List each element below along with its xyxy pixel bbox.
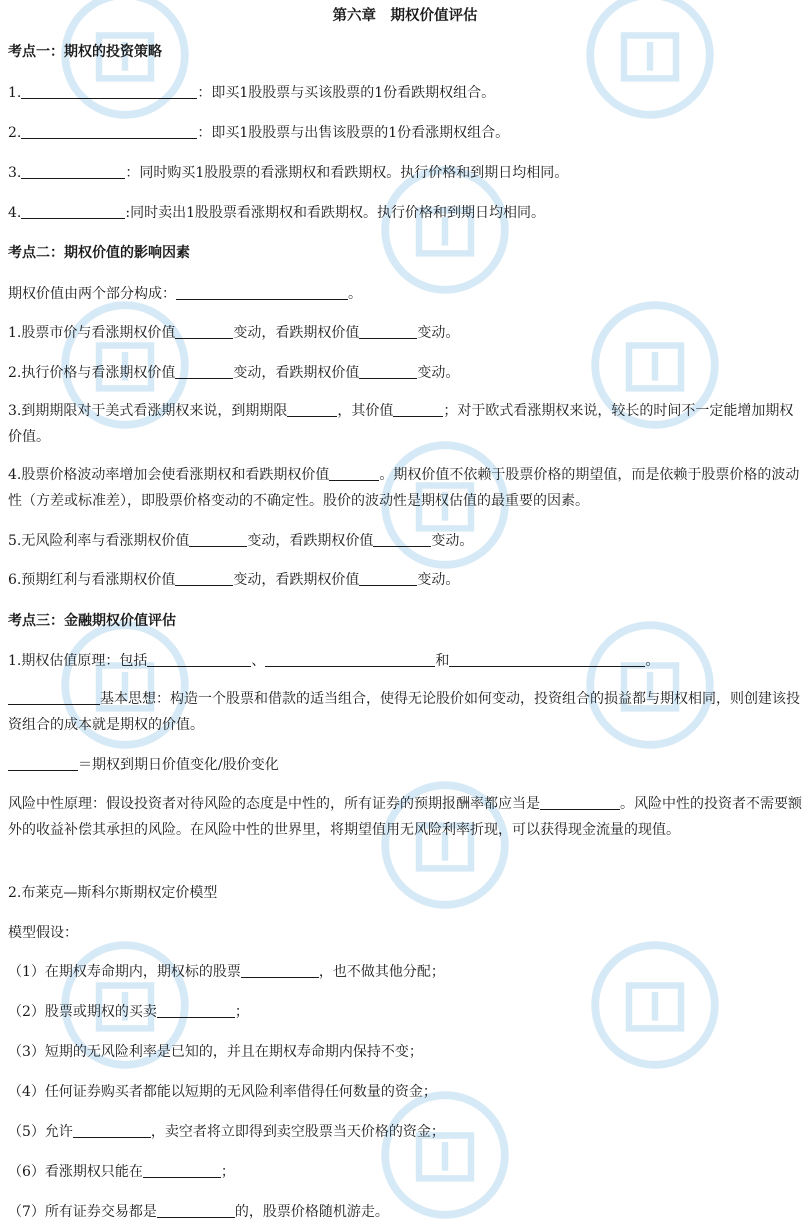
fill-blank[interactable] xyxy=(157,1003,235,1018)
paragraph xyxy=(8,755,806,775)
text-span: 5.无风险利率与看涨期权价值 xyxy=(8,533,190,549)
fill-blank[interactable] xyxy=(175,364,233,379)
fill-blank[interactable] xyxy=(359,571,417,586)
text-span: ，也不做其他分配； xyxy=(318,964,445,980)
fill-blank[interactable] xyxy=(265,652,435,667)
list-item xyxy=(8,1202,806,1222)
list-item: （4）任何证券购买者都能以短期的无风险利率借得任何数量的资金； xyxy=(8,1084,437,1100)
text-span: 风险中性原理：假设投资者对待风险的态度是中性的，所有证券的预期报酬率都应当是 xyxy=(8,796,540,812)
paragraph: 2.布莱克—斯科尔斯期权定价模型 xyxy=(8,885,218,901)
text-span: 变动，看跌期权价值 xyxy=(233,325,360,341)
text-span: ； xyxy=(220,1164,235,1180)
text-span: ；对于欧式看涨期权来说，较长的时间不一定能增加期权价值。 xyxy=(8,403,794,445)
fill-blank[interactable] xyxy=(21,124,197,139)
text-span: 变动，看跌期权价值 xyxy=(233,365,360,381)
text-span: ，其价值 xyxy=(337,403,394,419)
text-span: 1.股票市价与看涨期权价值 xyxy=(8,325,176,341)
text-span: 。期权价值不依赖于股票价格的期望值，而是依赖于股票价格的波动性（方差或标准差），即股票价格变动的不确定性。股价的波动性是期权估值的最重要的因素。 xyxy=(8,467,800,509)
text-span: 4.股票价格波动率增加会使看涨期权和看跌期权价值 xyxy=(8,467,330,483)
fill-blank[interactable] xyxy=(21,84,197,99)
watermark-logo xyxy=(380,1090,510,1220)
item-number: 4. xyxy=(8,205,22,221)
list-item xyxy=(8,962,806,982)
list-item: （3）短期的无风险利率是已知的，并且在期权寿命期内保持不变； xyxy=(8,1044,423,1060)
list-item xyxy=(8,531,806,551)
text-span: 和 xyxy=(435,653,450,669)
fill-blank[interactable] xyxy=(540,795,620,810)
text-span: ，卖空者将立即得到卖空股票当天价格的资金； xyxy=(150,1124,445,1140)
text-span: 6.预期红利与看涨期权价值 xyxy=(8,572,176,588)
fill-blank[interactable] xyxy=(147,652,251,667)
text-span: （2）股票或期权的买卖 xyxy=(8,1004,157,1020)
fill-blank[interactable] xyxy=(143,1163,221,1178)
fill-blank[interactable] xyxy=(8,756,78,771)
list-item xyxy=(8,398,806,450)
item-text: ：即买1股股票与出售该股票的1份看涨期权组合。 xyxy=(197,125,510,141)
item-text: ：同时购买1股股票的看涨期权和看跌期权。执行价格和到期日均相同。 xyxy=(125,165,569,181)
list-item xyxy=(8,363,806,383)
text-span: 基本思想：构造一个股票和借款的适当组合，使得无论股价如何变动，投资组合的损益都与期权相同，则创建该投资组合的成本就是期权的价值。 xyxy=(8,691,800,733)
text-span: （1）在期权寿命期内，期权标的股票 xyxy=(8,964,241,980)
fill-blank[interactable] xyxy=(175,571,233,586)
text-span: 变动，看跌期权价值 xyxy=(247,533,374,549)
fill-blank[interactable] xyxy=(73,1123,151,1138)
item-number: 2. xyxy=(8,125,22,141)
text-span: ； xyxy=(234,1004,249,1020)
paragraph: 模型假设： xyxy=(8,925,78,941)
text-span: 变动。 xyxy=(431,533,474,549)
text-span: ＝期权到期日价值变化/股价变化 xyxy=(78,757,279,773)
text-span: 变动。 xyxy=(417,365,460,381)
item-text: ：即买1股股票与买该股票的1份看跌期权组合。 xyxy=(197,85,496,101)
fill-blank[interactable] xyxy=(449,652,645,667)
text-span: 变动。 xyxy=(417,572,460,588)
text-span: 期权价值由两个部分构成： xyxy=(8,286,176,302)
list-item xyxy=(8,123,806,143)
item-number: 3. xyxy=(8,165,22,181)
fill-blank[interactable] xyxy=(373,532,431,547)
text-span: 3.到期期限对于美式看涨期权来说，到期期限 xyxy=(8,403,288,419)
list-item xyxy=(8,1002,806,1022)
watermark-logo xyxy=(380,165,510,295)
fill-blank[interactable] xyxy=(329,466,379,481)
text-span: 。 xyxy=(645,653,660,669)
paragraph xyxy=(8,791,806,843)
section-heading: 考点一：期权的投资策略 xyxy=(8,44,162,60)
text-span: 。 xyxy=(348,286,362,302)
list-item xyxy=(8,1162,806,1182)
text-span: 的，股票价格随机游走。 xyxy=(234,1204,389,1220)
fill-blank[interactable] xyxy=(157,1203,235,1218)
list-item xyxy=(8,570,806,590)
text-span: （6）看涨期权只能在 xyxy=(8,1164,143,1180)
list-item xyxy=(8,323,806,343)
text-span: 。风险中性的投资者不需要额外的收益补偿其承担的风险。在风险中性的世界里，将期望值用无风险利率折现，可以获得现金流量的现值。 xyxy=(8,796,802,838)
fill-blank[interactable] xyxy=(189,532,247,547)
fill-blank[interactable] xyxy=(393,402,443,417)
text-span: （5）允许 xyxy=(8,1124,73,1140)
fill-blank[interactable] xyxy=(175,324,233,339)
list-item xyxy=(8,83,806,103)
text-span: （7）所有证券交易都是 xyxy=(8,1204,157,1220)
section-heading: 考点三：金融期权价值评估 xyxy=(8,613,176,629)
paragraph xyxy=(8,284,806,304)
item-number: 1. xyxy=(8,85,22,101)
text-span: 变动。 xyxy=(417,325,460,341)
paragraph xyxy=(8,651,806,671)
fill-blank[interactable] xyxy=(21,204,125,219)
paragraph xyxy=(8,686,806,738)
fill-blank[interactable] xyxy=(359,324,417,339)
list-item xyxy=(8,203,806,223)
text-span: 变动，看跌期权价值 xyxy=(233,572,360,588)
page-title: 第六章 期权价值评估 xyxy=(332,7,478,24)
text-span: 、 xyxy=(251,653,266,669)
item-text: :同时卖出1股股票看涨期权和看跌期权。执行价格和到期日均相同。 xyxy=(125,205,545,221)
list-item xyxy=(8,1122,806,1142)
fill-blank[interactable] xyxy=(176,285,348,300)
fill-blank[interactable] xyxy=(21,164,125,179)
fill-blank[interactable] xyxy=(287,402,337,417)
text-span: 1.期权估值原理：包括 xyxy=(8,653,148,669)
fill-blank[interactable] xyxy=(241,963,319,978)
fill-blank[interactable] xyxy=(8,690,100,705)
list-item xyxy=(8,462,806,514)
text-span: 2.执行价格与看涨期权价值 xyxy=(8,365,176,381)
section-heading: 考点二：期权价值的影响因素 xyxy=(8,245,190,261)
list-item xyxy=(8,163,806,183)
fill-blank[interactable] xyxy=(359,364,417,379)
